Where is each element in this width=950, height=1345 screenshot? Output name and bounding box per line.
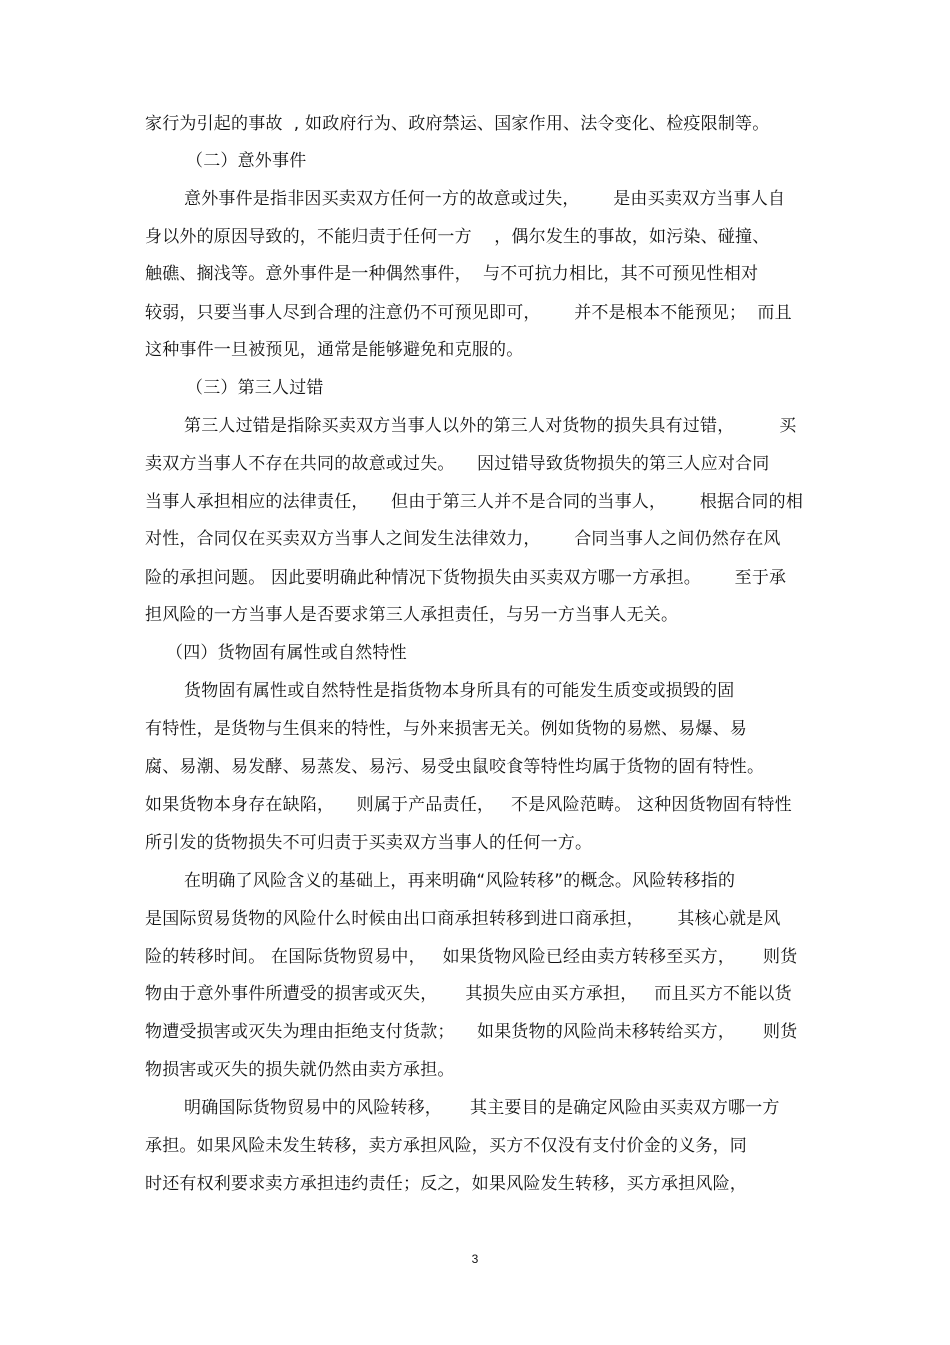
text-line: 有特性，是货物与生俱来的特性，与外来损害无关。例如货物的易燃、易爆、易 [145, 719, 747, 739]
text-line: 险的承担问题。 因此要明确此种情况下货物损失由买卖双方哪一方承担。 至于承 [145, 568, 787, 588]
text-line: （四）货物固有属性或自然特性 [166, 643, 407, 663]
text-line: 腐、易潮、易发酵、易蒸发、易污、易受虫鼠咬食等特性均属于货物的固有特性。 [145, 757, 765, 777]
text-line: （三）第三人过错 [186, 378, 324, 398]
text-line: 当事人承担相应的法律责任， 但由于第三人并不是合同的当事人， 根据合同的相 [145, 492, 804, 512]
text-line: 较弱，只要当事人尽到合理的注意仍不可预见即可， 并不是根本不能预见； 而且 [145, 303, 792, 323]
text-line: 意外事件是指非因买卖双方任何一方的故意或过失， 是由买卖双方当事人自 [184, 189, 786, 209]
text-line: 触礁、搁浅等。意外事件是一种偶然事件， 与不可抗力相比，其不可预见性相对 [145, 264, 759, 284]
text-line: 卖双方当事人不存在共同的故意或过失。 因过错导致货物损失的第三人应对合同 [145, 454, 770, 474]
text-line: 物损害或灭失的损失就仍然由卖方承担。 [145, 1060, 455, 1080]
text-line: 货物固有属性或自然特性是指货物本身所具有的可能发生质变或损毁的固 [184, 681, 735, 701]
text-line: 物遭受损害或灭失为理由拒绝支付货款； 如果货物的风险尚未移转给买方， 则货 [145, 1022, 798, 1042]
text-line: 如果货物本身存在缺陷， 则属于产品责任， 不是风险范畴。 这种因货物固有特性 [145, 795, 792, 815]
text-line: 险的转移时间。 在国际货物贸易中， 如果货物风险已经由卖方转移至买方， 则货 [145, 947, 798, 967]
text-line: 身以外的原因导致的，不能归责于任何一方 ，偶尔发生的事故，如污染、碰撞、 [145, 227, 770, 247]
text-line: 家行为引起的事故 , 如政府行为、政府禁运、国家作用、法令变化、检疫限制等。 [145, 114, 770, 134]
text-line: 物由于意外事件所遭受的损害或灭失， 其损失应由买方承担， 而且买方不能以货 [145, 984, 792, 1004]
page-number: 3 [471, 1252, 479, 1266]
text-line: 这种事件一旦被预见，通常是能够避免和克服的。 [145, 340, 524, 360]
text-line: 第三人过错是指除买卖双方当事人以外的第三人对货物的损失具有过错， 买 [184, 416, 797, 436]
text-line: 时还有权利要求卖方承担违约责任；反之，如果风险发生转移，买方承担风险， [145, 1174, 747, 1194]
text-line: 对性，合同仅在买卖双方当事人之间发生法律效力， 合同当事人之间仍然存在风 [145, 529, 781, 549]
text-line: 承担。如果风险未发生转移，卖方承担风险，买方不仅没有支付价金的义务，同 [145, 1136, 747, 1156]
text-line: 担风险的一方当事人是否要求第三人承担责任，与另一方当事人无关。 [145, 605, 679, 625]
text-line: 明确国际货物贸易中的风险转移， 其主要目的是确定风险由买卖双方哪一方 [184, 1098, 780, 1118]
text-line: 是国际贸易货物的风险什么时候由出口商承担转移到进口商承担， 其核心就是风 [145, 909, 781, 929]
text-line: 在明确了风险含义的基础上，再来明确“风险转移”的概念。风险转移指的 [184, 871, 736, 891]
text-line: （二）意外事件 [186, 151, 307, 171]
text-line: 所引发的货物损失不可归责于买卖双方当事人的任何一方。 [145, 833, 593, 853]
